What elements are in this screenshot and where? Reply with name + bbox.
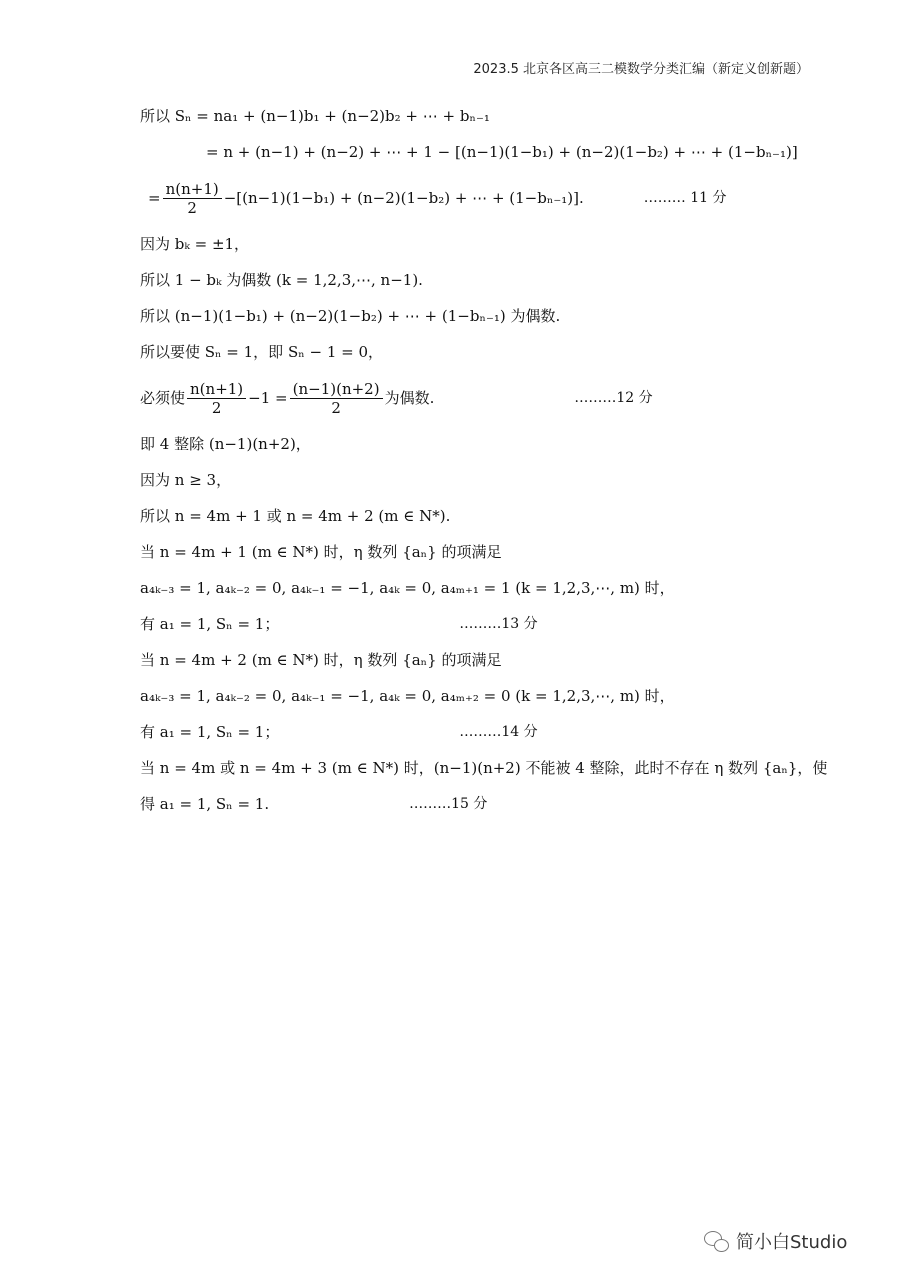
equation-middle: −1 = [248, 389, 288, 407]
fraction [187, 380, 246, 417]
fraction-numerator: (n−1)(n+2) [290, 380, 383, 399]
score-marker: ………15 分 [409, 796, 488, 812]
solution-body [140, 98, 840, 822]
solution-line: 即 4 整除 (n−1)(n+2)， [140, 435, 311, 453]
solution-line: 因为 n ≥ 3， [140, 471, 232, 489]
solution-line [140, 370, 840, 426]
result-text: 有 a₁ = 1, Sₙ = 1； [140, 615, 280, 633]
solution-line [140, 606, 840, 642]
solution-line: 所以要使 Sₙ = 1，即 Sₙ − 1 = 0， [140, 343, 384, 361]
solution-line: 当 n = 4m + 1 (m ∈ N*) 时，η 数列 {aₙ} 的项满足 [140, 543, 502, 561]
solution-line: = n + (n−1) + (n−2) + ⋯ + 1 − [(n−1)(1−b₁) + (n−2)(1−b₂) + ⋯ + (1−bₙ₋₁)] [206, 143, 798, 161]
solution-line: 当 n = 4m + 2 (m ∈ N*) 时，η 数列 {aₙ} 的项满足 [140, 651, 502, 669]
solution-line [140, 786, 840, 822]
fraction-denominator: 2 [187, 198, 197, 217]
minus-sign: − [223, 189, 237, 207]
watermark [704, 1228, 847, 1254]
fraction [290, 380, 383, 417]
fraction-denominator: 2 [331, 398, 341, 417]
solution-line: 因为 bₖ = ±1， [140, 235, 250, 253]
solution-line: 所以 (n−1)(1−b₁) + (n−2)(1−b₂) + ⋯ + (1−bₙ₋₁) 为偶数. [140, 307, 561, 325]
page-header: 2023.5 北京各区高三二模数学分类汇编（新定义创新题） [473, 62, 809, 77]
result-text: 得 a₁ = 1, Sₙ = 1. [140, 795, 270, 813]
solution-line: a₄ₖ₋₃ = 1, a₄ₖ₋₂ = 0, a₄ₖ₋₁ = −1, a₄ₖ = 0, a₄ₘ₊₁ = 1 (k = 1,2,3,⋯, m) 时， [140, 579, 675, 597]
solution-line: 当 n = 4m 或 n = 4m + 3 (m ∈ N*) 时，(n−1)(n+2) 不能被 4 整除，此时不存在 η 数列 {aₙ}，使 [140, 759, 828, 777]
solution-line: 所以 n = 4m + 1 或 n = 4m + 2 (m ∈ N*). [140, 507, 451, 525]
watermark-brand: 简小白Studio [736, 1232, 848, 1253]
fraction [163, 180, 222, 217]
wechat-icon [704, 1230, 730, 1252]
score-marker: ………12 分 [574, 390, 653, 406]
score-marker: ………14 分 [459, 724, 538, 740]
score-marker: ……… 11 分 [643, 190, 727, 206]
score-marker: ………13 分 [459, 616, 538, 632]
fraction-numerator: n(n+1) [187, 380, 246, 399]
line-suffix: 为偶数. [384, 389, 435, 407]
solution-line [140, 714, 840, 750]
solution-line: 所以 Sₙ = na₁ + (n−1)b₁ + (n−2)b₂ + ⋯ + bₙ₋₁ [140, 107, 490, 125]
bracket-expression: [(n−1)(1−b₁) + (n−2)(1−b₂) + ⋯ + (1−bₙ₋₁)]. [236, 189, 584, 207]
solution-line: a₄ₖ₋₃ = 1, a₄ₖ₋₂ = 0, a₄ₖ₋₁ = −1, a₄ₖ = 0, a₄ₘ₊₂ = 0 (k = 1,2,3,⋯, m) 时， [140, 687, 675, 705]
solution-line [140, 170, 840, 226]
result-text: 有 a₁ = 1, Sₙ = 1； [140, 723, 280, 741]
solution-line: 所以 1 − bₖ 为偶数 (k = 1,2,3,⋯, n−1). [140, 271, 423, 289]
fraction-numerator: n(n+1) [163, 180, 222, 199]
fraction-denominator: 2 [211, 398, 222, 417]
equals-sign: = [148, 189, 161, 207]
line-prefix: 必须使 [140, 389, 186, 407]
